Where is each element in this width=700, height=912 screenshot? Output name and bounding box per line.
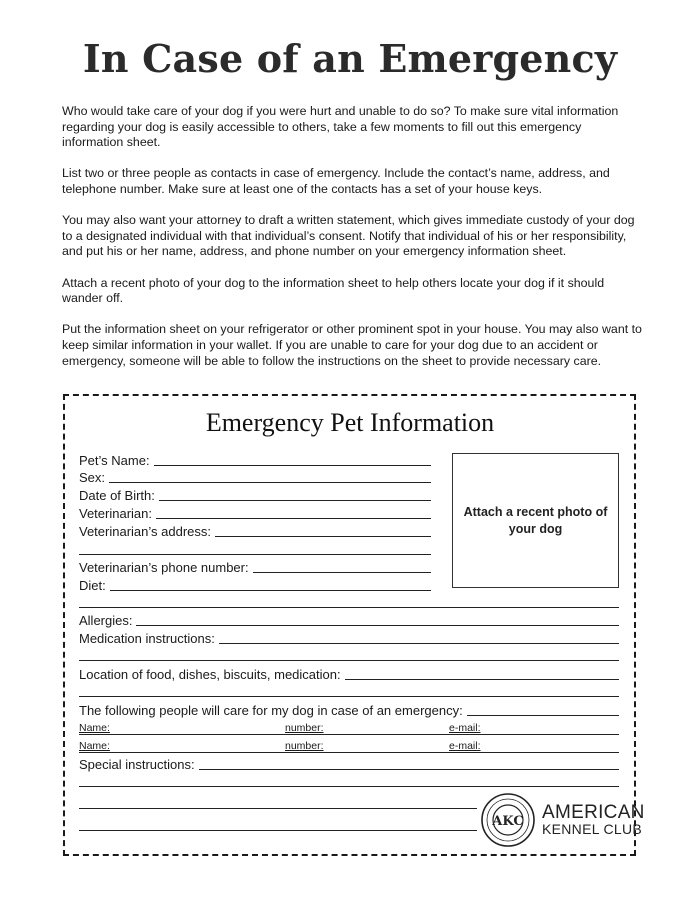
medication-line-2[interactable] bbox=[79, 660, 619, 661]
allergies-line[interactable] bbox=[136, 625, 619, 626]
vet-phone-field[interactable] bbox=[79, 559, 431, 575]
contact-name-label: Name: bbox=[79, 740, 110, 752]
intro-paragraph: You may also want your attorney to draft a written statement, which gives immediate custody of your dog to a designated individual with that individual’s consent. Notify that individual of his or her responsibility, and put his or her name, address, and phone number on your emergency information sheet. bbox=[62, 213, 635, 259]
special-instructions-field[interactable] bbox=[79, 756, 619, 772]
dob-line[interactable] bbox=[159, 500, 431, 501]
sex-line[interactable] bbox=[109, 482, 431, 483]
special-instructions-label: Special instructions: bbox=[79, 757, 195, 772]
contact-number-label: number: bbox=[285, 722, 324, 734]
contact-email-label: e-mail: bbox=[449, 740, 481, 752]
allergies-field[interactable] bbox=[79, 612, 619, 628]
intro-paragraph: List two or three people as contacts in case of emergency. Include the contact’s name, address, and telephone number. Make sure at least one of the contacts has a set of your house keys. bbox=[62, 166, 610, 196]
intro-paragraph: Who would take care of your dog if you were hurt and unable to do so? To make sure vital information regarding your dog is easily accessible to others, take a few moments to fill out this emergency information sheet. bbox=[62, 104, 619, 150]
page-title: In Case of an Emergency bbox=[82, 36, 618, 81]
akc-logo bbox=[480, 792, 645, 852]
veterinarian-field[interactable] bbox=[79, 505, 431, 521]
contact-row[interactable] bbox=[79, 720, 619, 735]
photo-box[interactable] bbox=[452, 453, 619, 588]
location-line[interactable] bbox=[345, 679, 619, 680]
akc-wordmark-line2: KENNEL CLUB bbox=[542, 821, 643, 837]
akc-wordmark bbox=[542, 804, 645, 838]
special-instructions-line-2[interactable] bbox=[79, 786, 619, 787]
veterinarian-label: Veterinarian: bbox=[79, 506, 152, 521]
diet-field[interactable] bbox=[79, 577, 431, 593]
pet-name-field[interactable] bbox=[79, 452, 431, 468]
caretakers-line[interactable] bbox=[467, 715, 619, 716]
special-instructions-line[interactable] bbox=[199, 769, 619, 770]
vet-address-line-2[interactable] bbox=[79, 554, 431, 555]
akc-seal-icon bbox=[480, 792, 536, 848]
photo-box-label: Attach a recent photo of your dog bbox=[463, 504, 608, 536]
special-instructions-line-3[interactable] bbox=[79, 808, 477, 809]
allergies-label: Allergies: bbox=[79, 613, 133, 628]
contact-email-label: e-mail: bbox=[449, 722, 481, 734]
vet-address-label: Veterinarian’s address: bbox=[79, 524, 212, 539]
caretakers-field[interactable] bbox=[79, 702, 619, 718]
dob-label: Date of Birth: bbox=[79, 488, 155, 503]
medication-label: Medication instructions: bbox=[79, 631, 215, 646]
contact-name-label: Name: bbox=[79, 722, 110, 734]
intro-paragraph: Attach a recent photo of your dog to the information sheet to help others locate your dog if it should wander off. bbox=[62, 275, 605, 306]
diet-line-2[interactable] bbox=[79, 607, 619, 608]
location-field[interactable] bbox=[79, 666, 619, 682]
medication-field[interactable] bbox=[79, 630, 619, 646]
vet-address-field[interactable] bbox=[79, 523, 431, 539]
medication-line[interactable] bbox=[219, 643, 619, 644]
veterinarian-line[interactable] bbox=[156, 518, 431, 519]
vet-phone-label: Veterinarian’s phone number: bbox=[79, 560, 249, 575]
contact-row[interactable] bbox=[79, 738, 619, 753]
svg-text:AKC: AKC bbox=[492, 814, 524, 829]
sex-label: Sex: bbox=[79, 470, 106, 485]
diet-label: Diet: bbox=[79, 578, 106, 593]
contact-number-label: number: bbox=[285, 740, 324, 752]
sex-field[interactable] bbox=[79, 469, 431, 485]
diet-line[interactable] bbox=[110, 590, 431, 591]
pet-name-label: Pet’s Name: bbox=[79, 453, 150, 468]
location-label: Location of food, dishes, biscuits, medication: bbox=[79, 667, 341, 682]
location-line-2[interactable] bbox=[79, 696, 619, 697]
vet-phone-line[interactable] bbox=[253, 572, 431, 573]
vet-address-line[interactable] bbox=[215, 536, 431, 537]
pet-name-line[interactable] bbox=[154, 465, 431, 466]
intro-paragraph: Put the information sheet on your refrigerator or other prominent spot in your house. You may also want to keep similar information in your wallet. If you are unable to care for your dog due to an accident or emergency, someone will be able to follow the instructions on the sheet to provide necessary care. bbox=[62, 322, 642, 368]
akc-wordmark-line1: AMERICAN bbox=[542, 802, 645, 823]
dob-field[interactable] bbox=[79, 487, 431, 503]
caretakers-label: The following people will care for my dog in case of an emergency: bbox=[79, 703, 463, 718]
intro-text bbox=[62, 104, 642, 385]
form-title: Emergency Pet Information bbox=[205, 408, 495, 437]
special-instructions-line-4[interactable] bbox=[79, 830, 477, 831]
